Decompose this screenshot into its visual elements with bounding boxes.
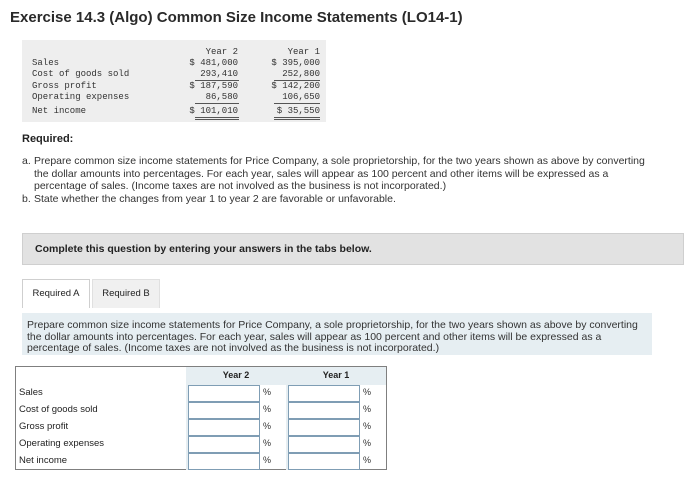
statement-col-year2-header: Year 2 <box>205 47 238 57</box>
percent-sign: % <box>263 421 272 431</box>
required-heading: Required: <box>22 133 74 145</box>
tab-instructions <box>22 313 652 355</box>
statement-value: $ 142,200 <box>271 81 320 91</box>
answer-col-year2-header: Year 2 <box>186 367 286 385</box>
instructions-banner <box>22 233 684 265</box>
answer-input-year1[interactable] <box>288 436 360 453</box>
answer-input-year2[interactable] <box>188 419 260 436</box>
answer-input-year1[interactable] <box>288 402 360 419</box>
percent-sign: % <box>263 404 272 414</box>
percent-sign: % <box>363 387 372 397</box>
required-item-a <box>22 155 662 193</box>
percent-sign: % <box>363 421 372 431</box>
percent-sign: % <box>363 438 372 448</box>
item-marker: b. <box>22 192 31 205</box>
percent-sign: % <box>363 455 372 465</box>
double-underline <box>195 117 239 118</box>
tab-required-a[interactable]: Required A <box>22 279 90 308</box>
answer-col-year1-header: Year 1 <box>286 367 386 385</box>
answer-input-year1[interactable] <box>288 385 360 402</box>
percent-sign: % <box>263 438 272 448</box>
underline <box>195 103 239 104</box>
statement-row-label: Gross profit <box>32 81 97 91</box>
statement-value: 86,580 <box>205 92 238 102</box>
double-underline <box>274 119 320 120</box>
percent-sign: % <box>263 455 272 465</box>
item-text: Prepare common size income statements for Price Company, a sole proprietorship, for the two years shown as above by converting the dollar amounts into percentages. For each year, sales will appear as 100 percent and other items will be expressed as a percentage of sales. (Income taxes are not involved as the business is not incorporated.) <box>34 155 645 192</box>
required-item-b <box>22 193 662 206</box>
tab-required-b[interactable]: Required B <box>92 279 160 308</box>
answer-row-label: Net income <box>19 455 68 466</box>
double-underline <box>274 117 320 118</box>
percent-sign: % <box>363 404 372 414</box>
statement-row-label: Cost of goods sold <box>32 69 130 79</box>
answer-input-year2[interactable] <box>188 402 260 419</box>
answer-row-label: Sales <box>19 387 43 398</box>
statement-value: $ 481,000 <box>189 58 238 68</box>
statement-value: 293,410 <box>200 69 238 79</box>
answer-input-year2[interactable] <box>188 453 260 470</box>
statement-row-label: Operating expenses <box>32 92 130 102</box>
instructions-text: Prepare common size income statements for Price Company, a sole proprietorship, for the two years shown as above by converting the dollar amounts into percentages. For each year, sales will appear as 100 percent and other items will be expressed as a percentage of sales. (Income taxes are not involved as the business is not incorporated.) <box>27 319 638 354</box>
statement-value: $ 187,590 <box>189 81 238 91</box>
underline <box>274 103 320 104</box>
page-title: Exercise 14.3 (Algo) Common Size Income Statements (LO14-1) <box>10 9 463 26</box>
answer-input-year1[interactable] <box>288 453 360 470</box>
statement-row-label: Net income <box>32 106 87 116</box>
statement-value: 106,650 <box>282 92 320 102</box>
double-underline <box>195 119 239 120</box>
item-text: State whether the changes from year 1 to year 2 are favorable or unfavorable. <box>34 192 396 205</box>
answer-input-year2[interactable] <box>188 436 260 453</box>
answer-input-year1[interactable] <box>288 419 360 436</box>
percent-sign: % <box>263 387 272 397</box>
given-income-statement <box>22 40 326 122</box>
statement-value: $ 101,010 <box>189 106 238 116</box>
answer-row-label: Cost of goods sold <box>19 404 98 415</box>
item-marker: a. <box>22 155 31 167</box>
statement-col-year1-header: Year 1 <box>287 47 320 57</box>
answer-table <box>15 366 387 470</box>
answer-input-year2[interactable] <box>188 385 260 402</box>
answer-row-label: Operating expenses <box>19 438 105 449</box>
required-list <box>22 155 662 205</box>
answer-row-label: Gross profit <box>19 421 69 432</box>
statement-value: $ 35,550 <box>276 106 320 116</box>
statement-value: $ 395,000 <box>271 58 320 68</box>
statement-value: 252,800 <box>282 69 320 79</box>
banner-text: Complete this question by entering your answers in the tabs below. <box>35 243 372 255</box>
statement-row-label: Sales <box>32 58 60 68</box>
